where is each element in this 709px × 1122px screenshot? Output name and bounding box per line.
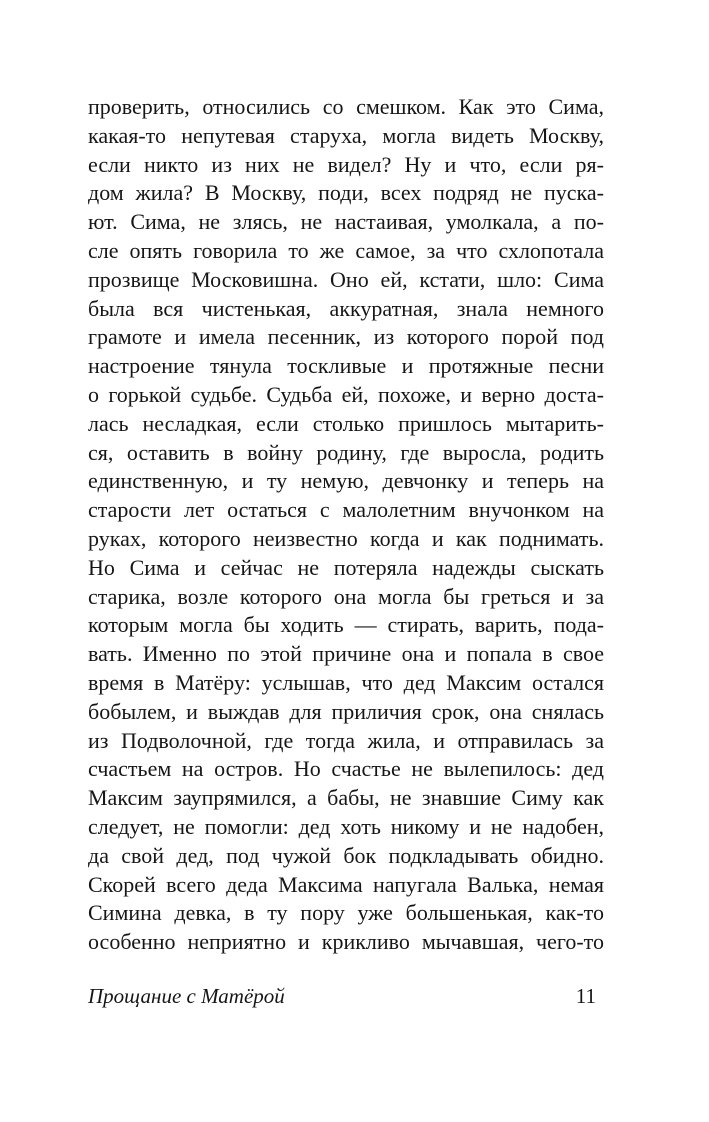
text-line: лась несладкая, если столько пришлось мытарить- [88, 410, 604, 436]
text-line: грамоте и имела песенник, из которого порой под [88, 324, 604, 350]
text-line: дом жила? В Москву, поди, всех подряд не пуска- [88, 180, 604, 206]
text-line: единственную, и ту немую, девчонку и теперь на [88, 468, 604, 494]
text-line: следует, не помогли: дед хоть никому и не надобен, [88, 813, 604, 839]
page-footer [88, 984, 604, 1009]
text-line: о горькой судьбе. Судьба ей, похоже, и верно доста- [88, 381, 604, 407]
text-line: старости лет остаться с малолетним внучонком на [88, 497, 604, 523]
text-line: старика, возле которого она могла бы греться и за [88, 583, 604, 609]
running-title: Прощание с Матёрой [88, 984, 285, 1008]
page-number: 11 [575, 984, 596, 1008]
text-line: да свой дед, под чужой бок подкладывать обидно. [88, 842, 604, 868]
text-line: сле опять говорила то же самое, за что схлопотала [88, 237, 604, 263]
text-line: настроение тянула тоскливые и протяжные песни [88, 353, 604, 379]
text-line: если никто из них не видел? Ну и что, если ря- [88, 151, 604, 177]
text-line: руках, которого неизвестно когда и как поднимать. [88, 525, 604, 551]
text-line: время в Матёру: услышав, что дед Максим остался [88, 669, 604, 695]
text-line: из Подволочной, где тогда жила, и отправилась за [88, 727, 604, 753]
text-line: вать. Именно по этой причине она и попала в свое [88, 641, 604, 667]
text-line: ся, оставить в войну родину, где выросла, родить [88, 439, 604, 465]
text-line: которым могла бы ходить — стирать, варить, пода- [88, 612, 604, 638]
text-line: счастьем на остров. Но счастье не вылепилось: дед [88, 756, 604, 782]
text-line: была вся чистенькая, аккуратная, знала немного [88, 295, 604, 321]
page-text [88, 93, 604, 957]
text-line: особенно неприятно и крикливо мычавшая, чего-то [88, 929, 604, 955]
text-line: прозвище Московишна. Оно ей, кстати, шло: Сима [88, 266, 604, 292]
text-line: Максим заупрямился, а бабы, не знавшие Симу как [88, 785, 604, 811]
text-line: бобылем, и выждав для приличия срок, она снялась [88, 698, 604, 724]
text-line: какая-то непутевая старуха, могла видеть Москву, [88, 122, 604, 148]
text-line: проверить, относились со смешком. Как это Сима, [88, 94, 604, 119]
text-line: Но Сима и сейчас не потеряла надежды сыскать [88, 554, 604, 580]
text-line: ют. Сима, не злясь, не настаивая, умолкала, а по- [88, 209, 604, 235]
text-line: Симина девка, в ту пору уже большенькая, как-то [88, 900, 604, 926]
text-line: Скорей всего деда Максима напугала Валька, немая [88, 871, 604, 897]
